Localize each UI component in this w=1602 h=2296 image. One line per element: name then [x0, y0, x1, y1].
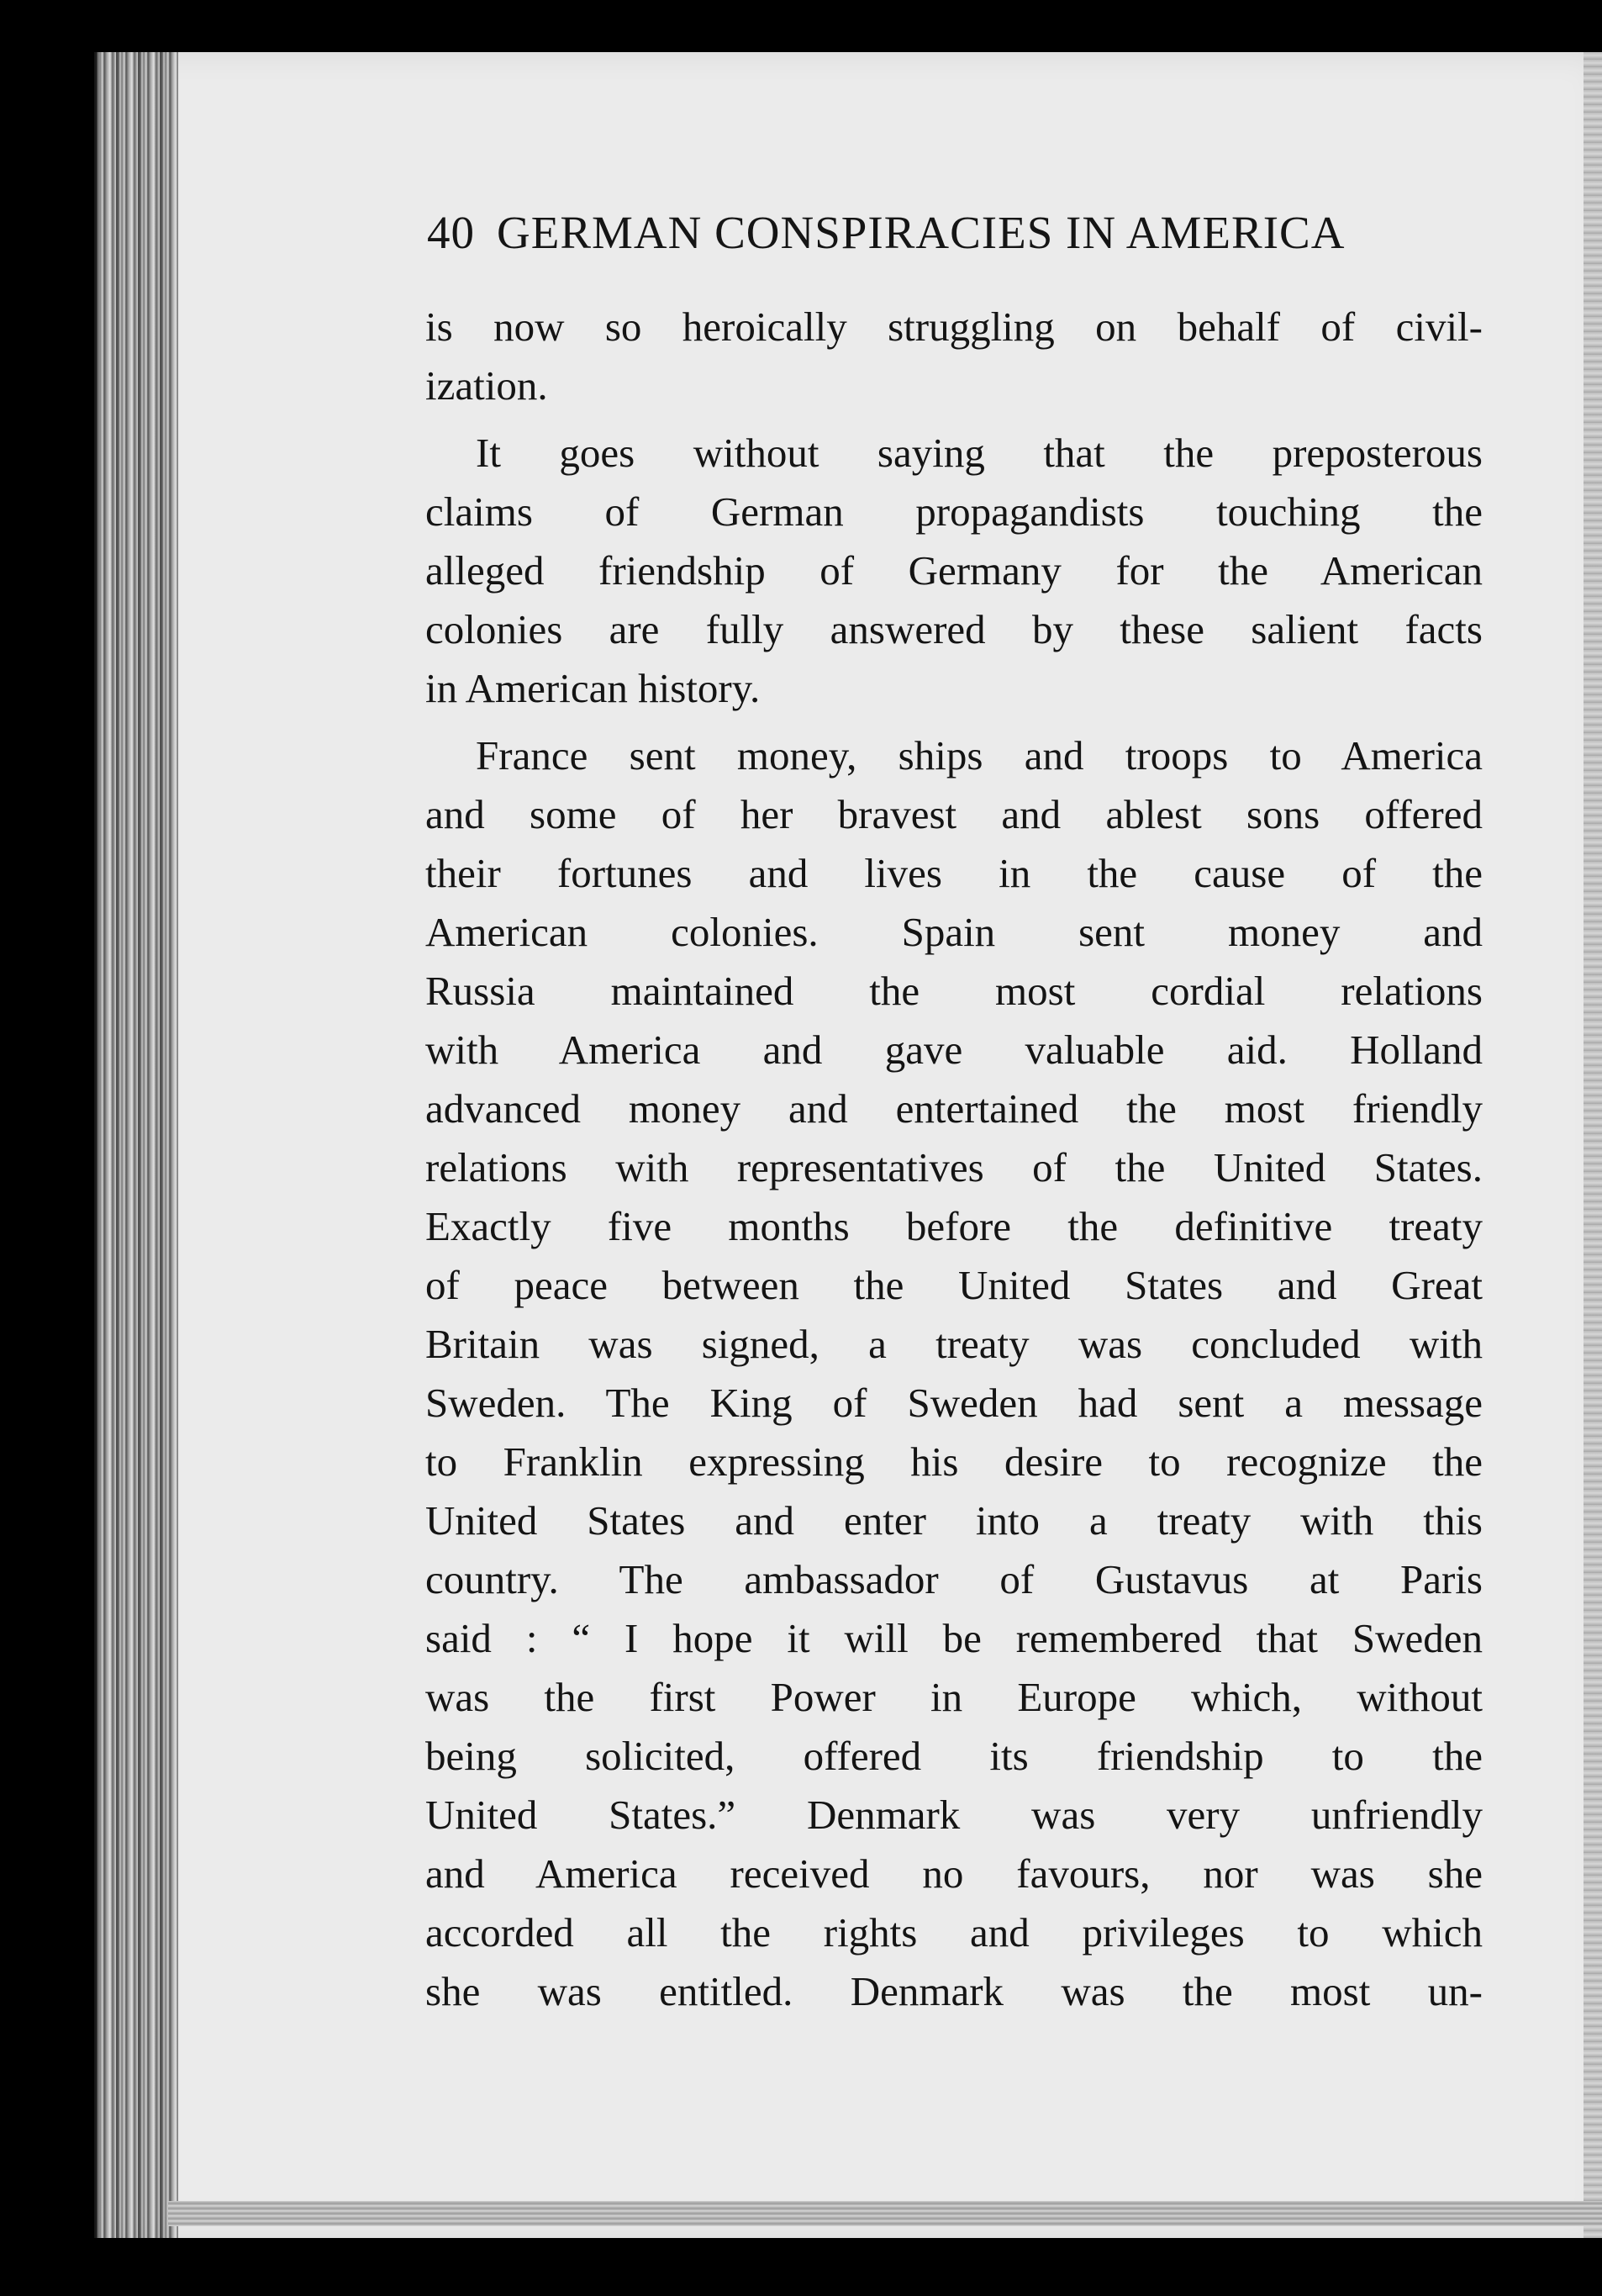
text-line: advanced money and entertained the most friendly	[425, 1085, 1483, 1132]
text-line: France sent money, ships and troops to America	[476, 732, 1483, 779]
text-line: American colonies. Spain sent money and	[425, 909, 1483, 955]
text-line: with America and gave valuable aid. Holland	[425, 1027, 1483, 1073]
page-number: 40	[427, 207, 475, 258]
text-line: relations with representatives of the United States.	[425, 1144, 1483, 1190]
page-gutter-edge	[94, 52, 178, 2238]
text-line: to Franklin expressing his desire to recognize the	[425, 1438, 1483, 1485]
text-line: ization.	[425, 362, 548, 409]
text-line: claims of German propagandists touching the	[425, 488, 1483, 535]
page-right-edge	[1584, 52, 1602, 2238]
text-line: and America received no favours, nor was she	[425, 1850, 1483, 1897]
body-text	[425, 298, 1483, 2021]
text-line: Sweden. The King of Sweden had sent a message	[425, 1380, 1483, 1426]
text-line: United States.” Denmark was very unfriendly	[425, 1792, 1483, 1838]
text-line: Russia maintained the most cordial relations	[425, 968, 1483, 1014]
paragraph-2	[425, 424, 1483, 718]
text-line: United States and enter into a treaty with this	[425, 1497, 1483, 1544]
paragraph-3	[425, 726, 1483, 2021]
text-line: Exactly five months before the definitive treaty	[425, 1203, 1483, 1249]
text-line: was the first Power in Europe which, without	[425, 1674, 1483, 1720]
running-head	[427, 206, 1461, 259]
text-line: accorded all the rights and privileges to which	[425, 1909, 1483, 1956]
text-line: Britain was signed, a treaty was concluded with	[425, 1321, 1483, 1367]
text-line: of peace between the United States and Great	[425, 1262, 1483, 1308]
text-line: said : “ I hope it will be remembered that Sweden	[425, 1615, 1483, 1661]
text-line: alleged friendship of Germany for the American	[425, 547, 1483, 594]
running-title: GERMAN CONSPIRACIES IN AMERICA	[497, 207, 1346, 258]
text-line: in American history.	[425, 665, 761, 711]
text-line: being solicited, offered its friendship to the	[425, 1733, 1483, 1779]
text-line: their fortunes and lives in the cause of the	[425, 850, 1483, 896]
text-line: country. The ambassador of Gustavus at Paris	[425, 1556, 1483, 1602]
paragraph-1	[425, 298, 1483, 415]
text-line: she was entitled. Denmark was the most un-	[425, 1968, 1483, 2014]
text-line: It goes without saying that the preposterous	[476, 430, 1483, 476]
text-line: and some of her bravest and ablest sons offered	[425, 791, 1483, 837]
page-bottom-edge	[168, 2201, 1602, 2226]
text-line: colonies are fully answered by these salient facts	[425, 606, 1483, 652]
text-line: is now so heroically struggling on behalf of civil-	[425, 303, 1483, 350]
